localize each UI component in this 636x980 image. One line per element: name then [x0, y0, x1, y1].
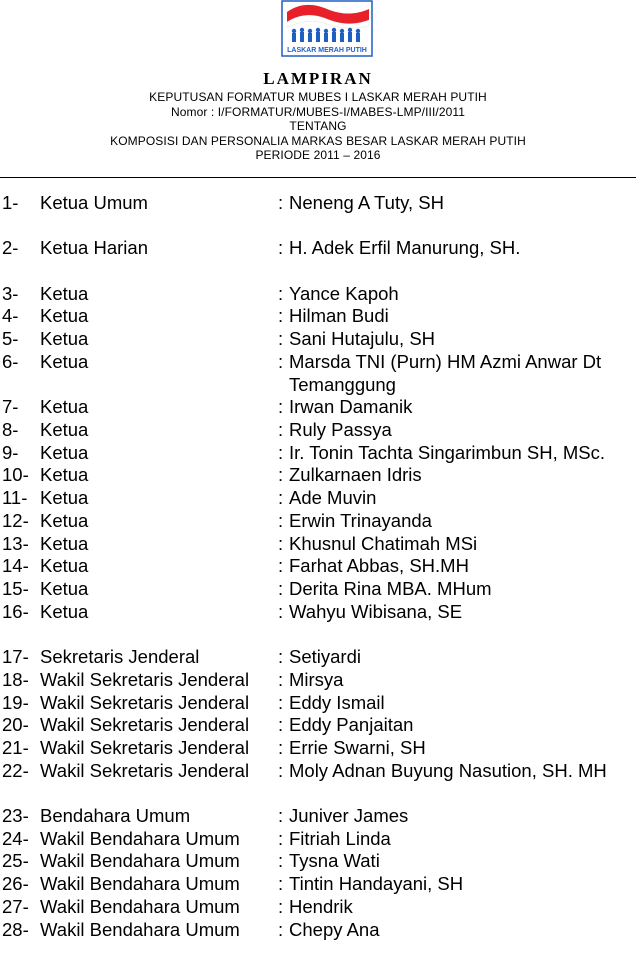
- entry-position: Wakil Sekretaris Jenderal: [40, 669, 250, 690]
- list-item: [0, 668, 636, 692]
- entry-colon: :: [278, 464, 284, 485]
- entry-name-continuation: Temanggung: [289, 374, 396, 395]
- entry-number: 11-: [2, 487, 28, 508]
- list-item: [0, 691, 636, 715]
- list-item: [0, 509, 636, 533]
- entry-colon: :: [278, 760, 284, 781]
- laskar-merah-putih-logo: [281, 0, 373, 57]
- entry-number: 19-: [2, 692, 29, 713]
- entry-colon: :: [278, 578, 284, 599]
- list-item: [0, 645, 636, 669]
- entry-name: Zulkarnaen Idris: [289, 464, 422, 485]
- list-item: [0, 441, 636, 465]
- list-item: [0, 849, 636, 873]
- entry-position: Ketua: [40, 305, 89, 326]
- entry-position: Wakil Bendahara Umum: [40, 873, 240, 894]
- entry-name: Ir. Tonin Tachta Singarimbun SH, MSc.: [289, 442, 606, 463]
- entry-number: 5-: [2, 328, 19, 349]
- entry-colon: :: [278, 487, 284, 508]
- entry-position: Ketua: [40, 533, 89, 554]
- list-item: [0, 191, 636, 215]
- entry-number: 4-: [2, 305, 19, 326]
- entry-position: Wakil Bendahara Umum: [40, 919, 240, 940]
- entry-name: Ruly Passya: [289, 419, 392, 440]
- list-item: [0, 236, 636, 260]
- list-item: [0, 486, 636, 510]
- entry-position: Ketua: [40, 487, 89, 508]
- entry-number: 10-: [2, 464, 29, 485]
- entry-name: Neneng A Tuty, SH: [289, 192, 444, 213]
- entry-colon: :: [278, 328, 284, 349]
- list-item: [0, 327, 636, 351]
- entry-colon: :: [278, 828, 284, 849]
- entry-position: Wakil Bendahara Umum: [40, 896, 240, 917]
- entry-name: Juniver James: [289, 805, 409, 826]
- entry-name: Mirsya: [289, 669, 344, 690]
- entry-number: 23-: [2, 805, 29, 826]
- logo-emblem-icon: [281, 0, 373, 57]
- entry-position: Wakil Sekretaris Jenderal: [40, 737, 250, 758]
- entry-colon: :: [278, 646, 284, 667]
- decree-number: Nomor : I/FORMATUR/MUBES-I/MABES-LMP/III/2011: [170, 104, 466, 119]
- list-item: [0, 872, 636, 896]
- entry-position: Ketua Umum: [40, 192, 148, 213]
- entry-name: Chepy Ana: [289, 919, 380, 940]
- entry-name: Wahyu Wibisana, SE: [289, 601, 463, 622]
- entry-name: Tysna Wati: [289, 850, 380, 871]
- document-header: [0, 68, 636, 163]
- list-item-continuation: [0, 373, 636, 397]
- entry-position: Ketua: [40, 419, 89, 440]
- entry-position: Ketua: [40, 328, 89, 349]
- list-item: [0, 713, 636, 737]
- logo-caption: LASKAR MERAH PUTIH: [287, 47, 367, 54]
- entry-name: Fitriah Linda: [289, 828, 391, 849]
- entry-colon: :: [278, 714, 284, 735]
- entry-name: H. Adek Erfil Manurung, SH.: [289, 237, 521, 258]
- list-item: [0, 282, 636, 306]
- list-item: [0, 418, 636, 442]
- entry-name: Eddy Panjaitan: [289, 714, 414, 735]
- list-item: [0, 350, 636, 374]
- entry-number: 20-: [2, 714, 29, 735]
- entry-number: 2-: [2, 237, 19, 258]
- entry-position: Ketua: [40, 442, 89, 463]
- entry-position: Wakil Sekretaris Jenderal: [40, 760, 250, 781]
- list-item: [0, 577, 636, 601]
- entry-position: Wakil Bendahara Umum: [40, 850, 240, 871]
- entry-position: Sekretaris Jenderal: [40, 646, 200, 667]
- entry-position: Ketua Harian: [40, 237, 148, 258]
- entry-name: Erwin Trinayanda: [289, 510, 432, 531]
- subject-label: TENTANG: [289, 119, 347, 134]
- entry-number: 6-: [2, 351, 19, 372]
- entry-colon: :: [278, 669, 284, 690]
- entry-colon: :: [278, 419, 284, 440]
- entry-colon: :: [278, 533, 284, 554]
- entry-name: Khusnul Chatimah MSi: [289, 533, 478, 554]
- entry-number: 17-: [2, 646, 29, 667]
- list-item: [0, 736, 636, 760]
- entry-position: Ketua: [40, 283, 89, 304]
- entry-name: Farhat Abbas, SH.MH: [289, 555, 469, 576]
- entry-number: 8-: [2, 419, 19, 440]
- entry-position: Ketua: [40, 601, 89, 622]
- entry-position: Wakil Sekretaris Jenderal: [40, 692, 250, 713]
- entry-position: Ketua: [40, 351, 89, 372]
- entry-name: Setiyardi: [289, 646, 361, 667]
- entry-name: Hendrik: [289, 896, 353, 917]
- entry-number: 28-: [2, 919, 29, 940]
- period-line: PERIODE 2011 – 2016: [255, 148, 381, 163]
- header-divider: [0, 177, 636, 178]
- entry-name: Tintin Handayani, SH: [289, 873, 464, 894]
- entry-name: Derita Rina MBA. MHum: [289, 578, 492, 599]
- entry-colon: :: [278, 351, 284, 372]
- list-item: [0, 600, 636, 624]
- entry-colon: :: [278, 873, 284, 894]
- page-title: LAMPIRAN: [263, 69, 373, 88]
- entry-name: Moly Adnan Buyung Nasution, SH. MH: [289, 760, 607, 781]
- list-item: [0, 304, 636, 328]
- entry-position: Ketua: [40, 396, 89, 417]
- entry-colon: :: [278, 919, 284, 940]
- list-item: [0, 532, 636, 556]
- entry-number: 3-: [2, 283, 19, 304]
- entry-colon: :: [278, 237, 284, 258]
- entry-colon: :: [278, 805, 284, 826]
- entry-name: Sani Hutajulu, SH: [289, 328, 436, 349]
- entry-number: 22-: [2, 760, 29, 781]
- entry-number: 24-: [2, 828, 29, 849]
- entry-name: Errie Swarni, SH: [289, 737, 426, 758]
- subject-title: KOMPOSISI DAN PERSONALIA MARKAS BESAR LASKAR MERAH PUTIH: [110, 133, 526, 148]
- entry-number: 27-: [2, 896, 29, 917]
- entry-colon: :: [278, 555, 284, 576]
- entry-name: Marsda TNI (Purn) HM Azmi Anwar Dt: [289, 351, 602, 372]
- entry-colon: :: [278, 192, 284, 213]
- entry-colon: :: [278, 737, 284, 758]
- entry-number: 15-: [2, 578, 29, 599]
- list-item: [0, 827, 636, 851]
- list-item: [0, 918, 636, 942]
- entry-position: Bendahara Umum: [40, 805, 191, 826]
- entry-colon: :: [278, 692, 284, 713]
- entry-colon: :: [278, 601, 284, 622]
- entry-position: Wakil Bendahara Umum: [40, 828, 240, 849]
- entry-number: 9-: [2, 442, 19, 463]
- entry-position: Ketua: [40, 510, 89, 531]
- entry-position: Ketua: [40, 555, 89, 576]
- entry-colon: :: [278, 510, 284, 531]
- entry-position: Wakil Sekretaris Jenderal: [40, 714, 250, 735]
- entry-number: 18-: [2, 669, 29, 690]
- entry-colon: :: [278, 896, 284, 917]
- entry-number: 14-: [2, 555, 29, 576]
- list-item: [0, 395, 636, 419]
- entry-colon: :: [278, 283, 284, 304]
- entry-number: 25-: [2, 850, 29, 871]
- list-item: [0, 895, 636, 919]
- entry-number: 7-: [2, 396, 19, 417]
- entry-number: 21-: [2, 737, 29, 758]
- logo-people-silhouettes: [292, 28, 360, 42]
- decree-title: KEPUTUSAN FORMATUR MUBES I LASKAR MERAH PUTIH: [149, 90, 487, 104]
- entry-name: Ade Muvin: [289, 487, 377, 508]
- entry-colon: :: [278, 442, 284, 463]
- entry-name: Eddy Ismail: [289, 692, 385, 713]
- entry-position: Ketua: [40, 578, 89, 599]
- entry-name: Irwan Damanik: [289, 396, 413, 417]
- entry-number: 13-: [2, 533, 29, 554]
- entry-colon: :: [278, 396, 284, 417]
- entry-number: 1-: [2, 192, 19, 213]
- entry-position: Ketua: [40, 464, 89, 485]
- list-item: [0, 554, 636, 578]
- entry-colon: :: [278, 305, 284, 326]
- entry-name: Hilman Budi: [289, 305, 389, 326]
- entry-number: 12-: [2, 510, 29, 531]
- list-item: [0, 463, 636, 487]
- list-item: [0, 804, 636, 828]
- entry-number: 16-: [2, 601, 29, 622]
- list-item: [0, 759, 636, 783]
- entry-colon: :: [278, 850, 284, 871]
- entry-name: Yance Kapoh: [289, 283, 399, 304]
- entry-number: 26-: [2, 873, 29, 894]
